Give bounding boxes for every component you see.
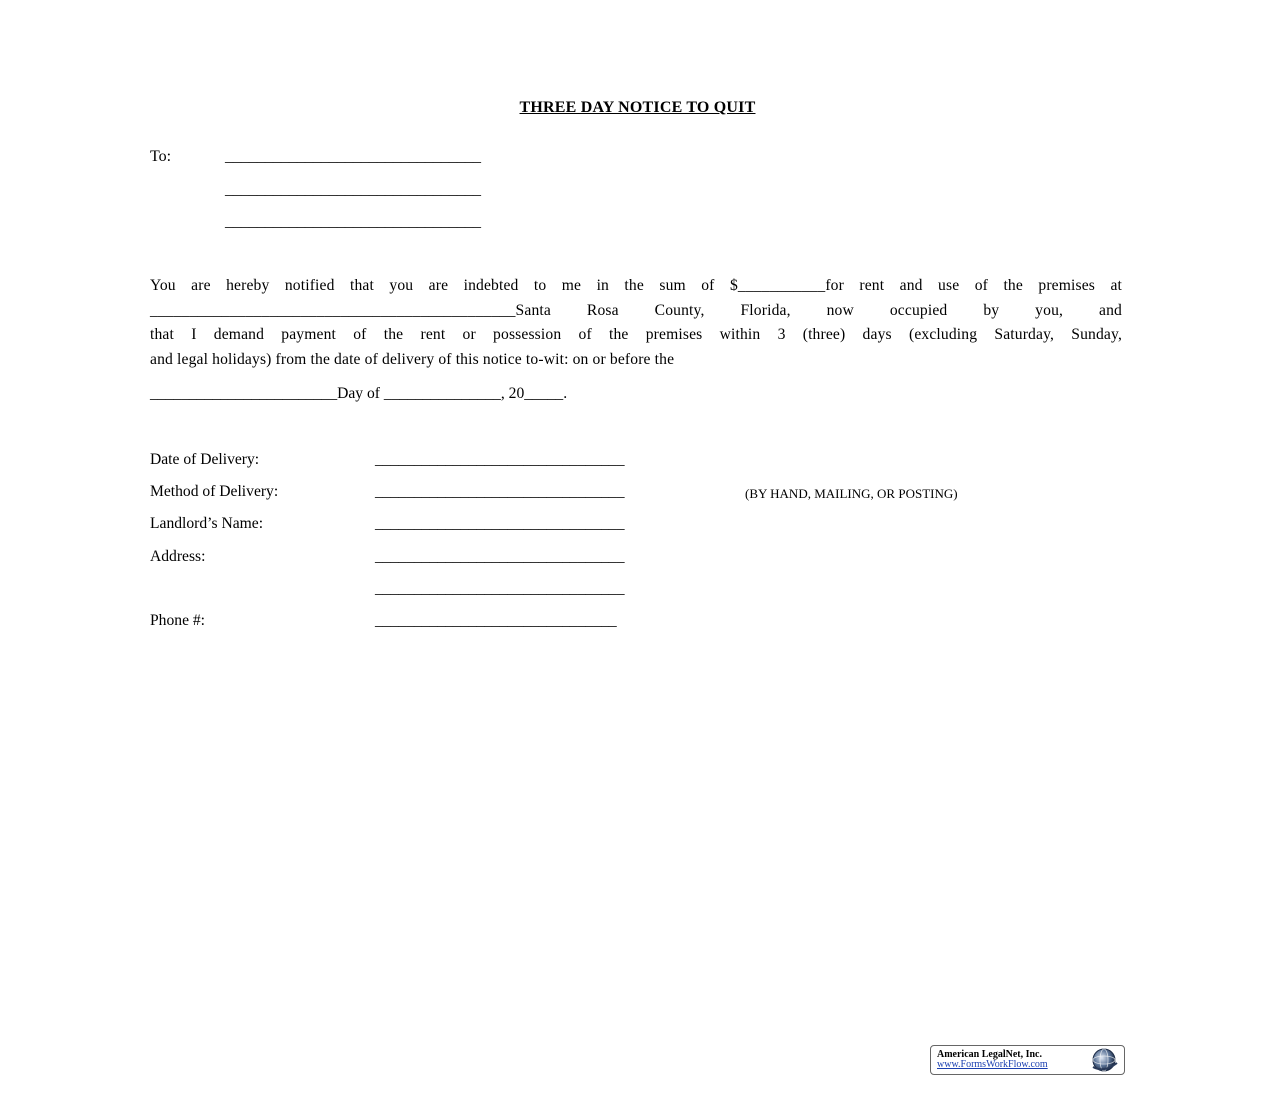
paragraph-line-2: ______________________________________________Santa Rosa County, Florida, now occupied by you, and xyxy=(150,301,1122,319)
method-of-delivery-label: Method of Delivery: xyxy=(150,483,279,500)
method-of-delivery-field[interactable]: ________________________________ xyxy=(375,483,625,500)
logo-url-link[interactable]: www.FormsWorkFlow.com xyxy=(937,1059,1048,1070)
notice-paragraph xyxy=(150,274,1122,372)
logo-company-name: American LegalNet, Inc. xyxy=(937,1049,1042,1060)
paragraph-line-4: and legal holidays) from the date of delivery of this notice to-wit: on or before the xyxy=(150,350,675,368)
address-label: Address: xyxy=(150,548,206,565)
phone-label: Phone #: xyxy=(150,612,206,629)
date-of-delivery-field[interactable]: ________________________________ xyxy=(375,451,625,468)
paragraph-line-1: You are hereby notified that you are indebted to me in the sum of $___________for rent and use of the premises at xyxy=(150,277,1122,294)
globe-icon xyxy=(1087,1047,1121,1073)
footer-logo[interactable] xyxy=(930,1045,1125,1075)
date-of-delivery-label: Date of Delivery: xyxy=(150,451,260,468)
landlord-name-field[interactable]: ________________________________ xyxy=(375,515,625,532)
document-title: THREE DAY NOTICE TO QUIT xyxy=(519,99,756,116)
to-line-1[interactable]: ________________________________ xyxy=(225,148,481,165)
to-line-3[interactable]: ________________________________ xyxy=(225,213,481,230)
to-line-2[interactable]: ________________________________ xyxy=(225,181,481,198)
address-line2-field[interactable]: ________________________________ xyxy=(375,580,625,597)
address-field[interactable]: ________________________________ xyxy=(375,548,625,565)
day-of-line[interactable]: ________________________Day of _______________, 20_____. xyxy=(150,385,568,402)
to-label: To: xyxy=(150,148,172,165)
paragraph-line-3: that I demand payment of the rent or possession of the premises within 3 (three) days (excluding Saturday, Sunday, xyxy=(150,326,1122,343)
landlord-name-label: Landlord’s Name: xyxy=(150,515,264,532)
method-of-delivery-note: (BY HAND, MAILING, OR POSTING) xyxy=(745,486,958,501)
phone-field[interactable]: _______________________________ xyxy=(375,612,617,629)
